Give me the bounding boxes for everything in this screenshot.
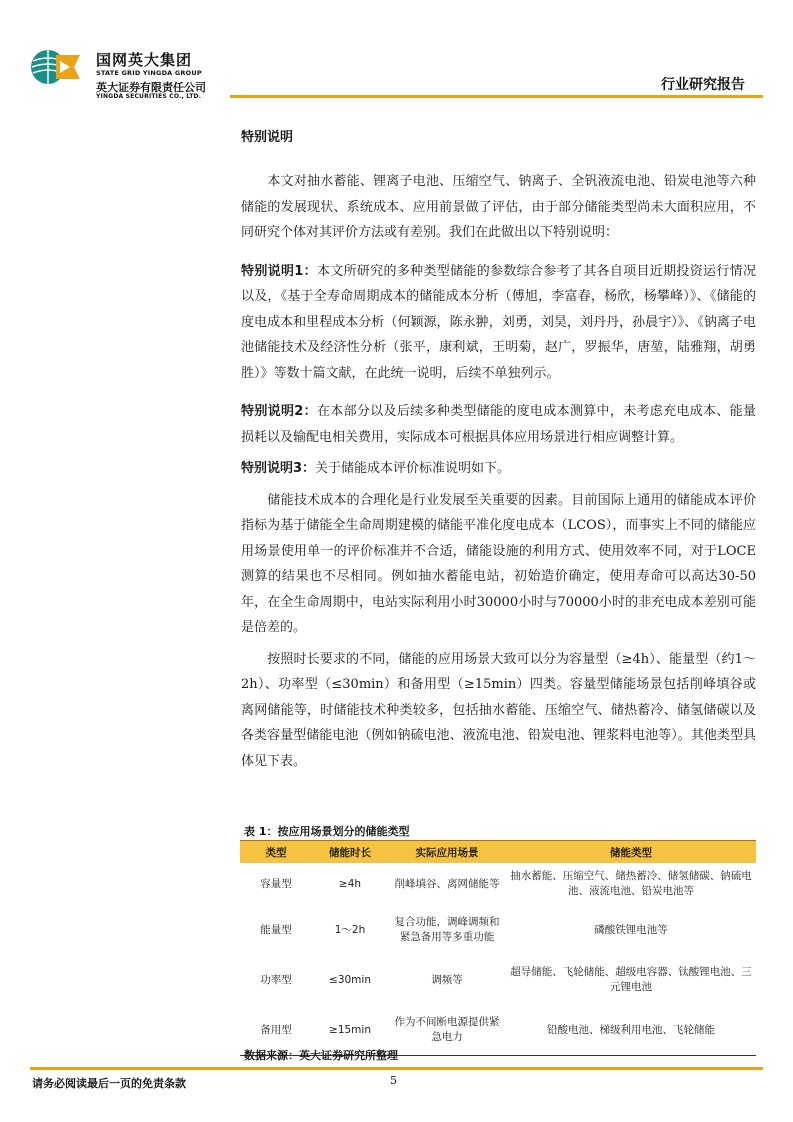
note-3-text: 关于储能成本评价标准说明如下。 [315, 461, 511, 476]
cell-scenario: 复合功能，调峰调频和紧急备用等多重功能 [394, 916, 500, 943]
cell-storage: 磷酸铁锂电池等 [594, 923, 668, 936]
company-logo-icon [30, 47, 82, 87]
page-number: 5 [390, 1074, 397, 1087]
note-1 [241, 259, 756, 387]
cell-duration: ≥4h [338, 877, 362, 890]
section-title: 特别说明 [241, 130, 294, 145]
cell-storage: 超导储能、飞轮储能、超级电容器、钛酸锂电池、三元锂电池 [510, 966, 752, 993]
main-content [241, 126, 756, 774]
note-1-text: 本文所研究的多种类型储能的参数综合参考了其各自项目近期投资运行情况以及，《基于全寿命周期成本的储能成本分析（傅旭，李富春，杨欣，杨攀峰）》、《储能的度电成本和里程成本分析（何颖源，陈永翀，刘勇，刘昊，刘丹丹，孙晨宇）》、《钠离子电池储能技术及经济性分析（张平，康利斌，王明菊，赵广，罗振华，唐堃，陆雅翔，胡勇胜）》等数十篇文献，在此统一说明，后续不单独列示。 [241, 263, 756, 381]
cell-type: 容量型 [260, 877, 292, 890]
types-paragraph [241, 647, 756, 775]
cell-duration: ≤30min [329, 973, 371, 986]
cell-type: 功率型 [260, 973, 292, 986]
footer-divider [30, 1067, 763, 1070]
note-2-text: 在本部分以及后续多种类型储能的度电成本测算中，未考虑充电成本、能量损耗以及输配电相关费用，实际成本可根据具体应用场景进行相应调整计算。 [241, 404, 756, 445]
page-header [0, 0, 793, 100]
disclaimer-note: 请务必阅读最后一页的免责条款 [32, 1077, 186, 1090]
table-caption: 表 1：按应用场景划分的储能类型 [244, 825, 410, 838]
cost-paragraph [241, 488, 756, 641]
col-header-storage: 储能类型 [506, 841, 756, 864]
table-header-row [240, 841, 756, 864]
cell-scenario: 调频等 [431, 973, 463, 986]
cell-scenario: 作为不间断电源提供紧急电力 [388, 1005, 506, 1056]
note-2-label: 特别说明2： [241, 404, 317, 419]
intro-text: 本文对抽水蓄能、锂离子电池、压缩空气、钠离子、全钒液流电池、铅炭电池等六种储能的发展现状、系统成本、应用前景做了评估，由于部分储能类型尚未大面积应用，不同研究个体对其评价方法或有差别。我们在此做出以下特别说明： [241, 174, 756, 240]
table-source: 数据来源：英大证券研究所整理 [244, 1049, 398, 1062]
group-name-en: STATE GRID YINGDA GROUP [96, 69, 202, 77]
group-name: 国网英大集团 [96, 51, 193, 69]
table-row [240, 863, 756, 905]
cell-type: 备用型 [240, 1005, 312, 1056]
cell-duration: 1～2h [334, 923, 366, 936]
storage-type-table [240, 840, 756, 1056]
note-2 [241, 399, 756, 450]
cell-scenario: 削峰填谷、离网储能等 [394, 877, 500, 890]
note-1-label: 特别说明1： [241, 263, 317, 279]
intro-paragraph [241, 169, 756, 246]
cell-storage: 铅酸电池、梯级利用电池、飞轮储能 [506, 1005, 756, 1056]
col-header-scenario: 实际应用场景 [388, 841, 506, 864]
header-divider [230, 95, 763, 98]
report-type: 行业研究报告 [661, 77, 745, 93]
types-text: 按照时长要求的不同，储能的应用场景大致可以分为容量型（≥4h）、能量型（约1～2h）、功率型（≤30min）和备用型（≥15min）四类。容量型储能场景包括削峰填谷或离网储能等，时储能技术种类较多，包括抽水蓄能、压缩空气、储热蓄冷、储氢储碳以及各类容量型储能电池（例如钠硫电池、液流电池、铅炭电池、锂浆料电池等）。其他类型具体见下表。 [241, 651, 756, 769]
table-row [240, 905, 756, 955]
cost-text: 储能技术成本的合理化是行业发展至关重要的因素。目前国际上通用的储能成本评价指标为基于储能全生命周期建模的储能平准化度电成本（LCOS），而事实上不同的储能应用场景使用单一的评价标准并不合适，储能设施的利用方式、使用效率不同，对于LOCE测算的结果也不尽相同。例如抽水蓄能电站，初始造价确定，使用寿命可以高达30-50年，在全生命周期中，电站实际利用小时30000小时与70000小时的非充电成本差别可能是倍差的。 [241, 492, 756, 635]
note-3 [241, 456, 756, 482]
note-3-label: 特别说明3： [241, 461, 316, 476]
cell-duration: ≥15min [312, 1005, 388, 1056]
company-name: 英大证券有限责任公司 [96, 81, 206, 94]
cell-storage: 抽水蓄能、压缩空气、储热蓄冷、储氢储碳、钠硫电池、液流电池、铅炭电池等 [510, 870, 752, 897]
cell-type: 能量型 [260, 923, 292, 936]
company-name-en: YINGDA SECURITIES CO., LTD. [96, 93, 202, 100]
table-row [240, 955, 756, 1005]
col-header-duration: 储能时长 [312, 841, 388, 864]
col-header-type: 类型 [240, 841, 312, 864]
